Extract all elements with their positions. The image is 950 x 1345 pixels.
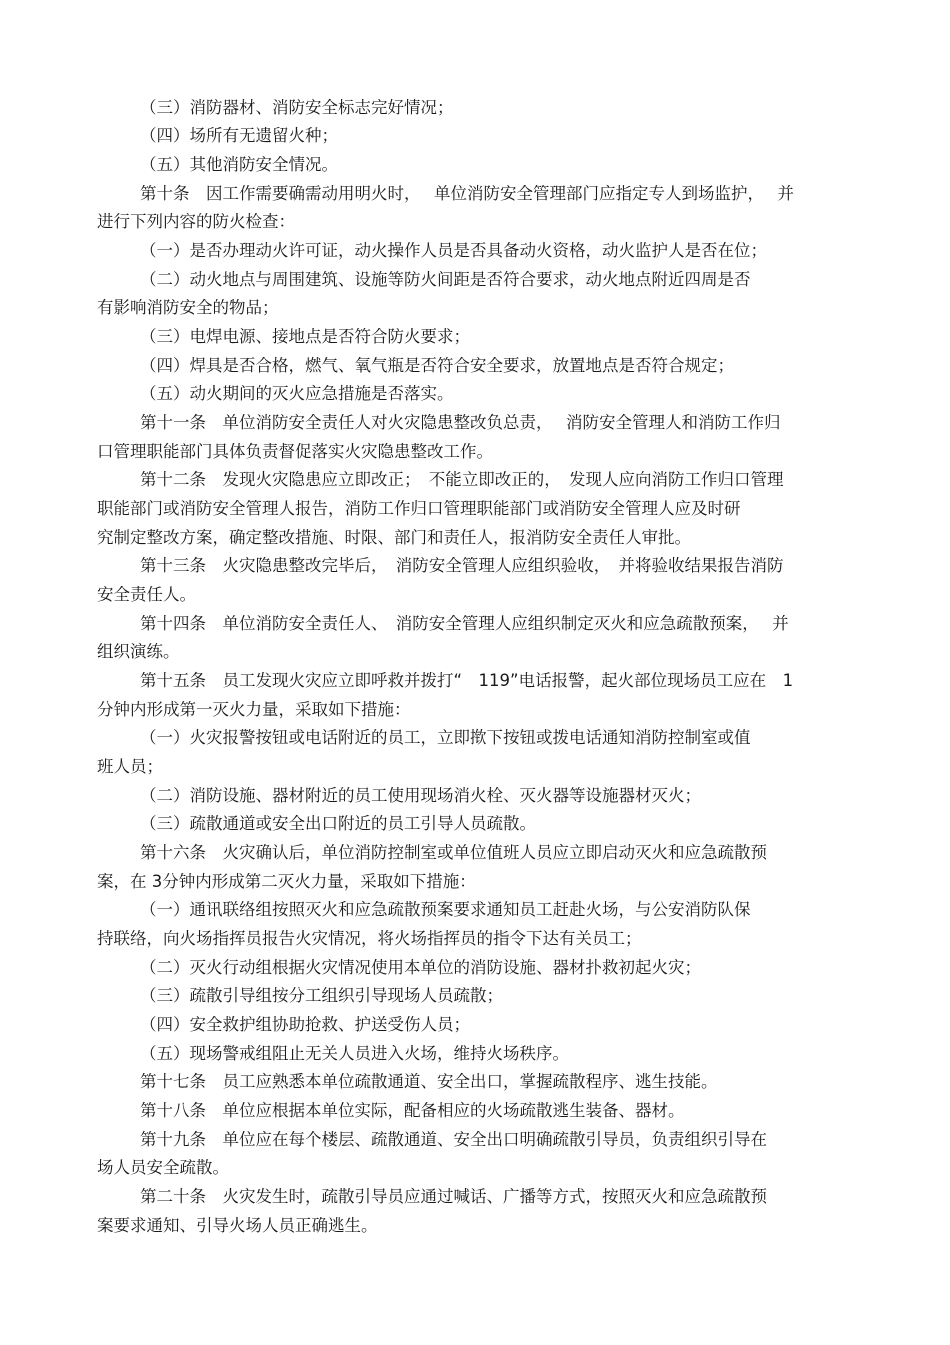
article-20-continuation: 案要求通知、引导火场人员正确逃生。 bbox=[97, 1216, 378, 1235]
clause-line: （四）场所有无遗留火种； bbox=[140, 126, 338, 145]
article-19-line: 第十九条 单位应在每个楼层、疏散通道、安全出口明确疏散引导员，负责组织引导在 bbox=[140, 1130, 767, 1149]
article-16-continuation: 案，在 3分钟内形成第二灭火力量，采取如下措施： bbox=[97, 872, 476, 891]
article-15-line: 第十五条 员工发现火灾应立即呼救并拨打“ 119”电话报警，起火部位现场员工应在 1 bbox=[140, 671, 794, 690]
article-11-line: 第十一条 单位消防安全责任人对火灾隐患整改负总责， 消防安全管理人和消防工作归 bbox=[140, 413, 781, 432]
article-15-continuation: 分钟内形成第一灭火力量，采取如下措施： bbox=[97, 700, 411, 719]
article-13-line: 第十三条 火灾隐患整改完毕后， 消防安全管理人应组织验收， 并将验收结果报告消防 bbox=[140, 556, 784, 575]
clause-line: （三）消防器材、消防安全标志完好情况； bbox=[140, 98, 454, 117]
clause-line: （四）焊具是否合格，燃气、氧气瓶是否符合安全要求，放置地点是否符合规定； bbox=[140, 356, 734, 375]
article-11-continuation: 口管理职能部门具体负责督促落实火灾隐患整改工作。 bbox=[97, 442, 493, 461]
article-18-line: 第十八条 单位应根据本单位实际，配备相应的火场疏散逃生装备、器材。 bbox=[140, 1101, 685, 1120]
article-12-continuation: 职能部门或消防安全管理人报告，消防工作归口管理职能部门或消防安全管理人应及时研 bbox=[97, 499, 741, 518]
article-17-line: 第十七条 员工应熟悉本单位疏散通道、安全出口，掌握疏散程序、逃生技能。 bbox=[140, 1072, 718, 1091]
clause-line: （五）动火期间的灭火应急措施是否落实。 bbox=[140, 384, 454, 403]
clause-continuation: 持联络，向火场指挥员报告火灾情况，将火场指挥员的指令下达有关员工； bbox=[97, 929, 642, 948]
clause-line: （三）疏散引导组按分工组织引导现场人员疏散； bbox=[140, 986, 503, 1005]
article-20-line: 第二十条 火灾发生时，疏散引导员应通过喊话、广播等方式，按照灭火和应急疏散预 bbox=[140, 1187, 767, 1206]
article-16-line: 第十六条 火灾确认后，单位消防控制室或单位值班人员应立即启动灭火和应急疏散预 bbox=[140, 843, 767, 862]
clause-continuation: 班人员； bbox=[97, 757, 163, 776]
clause-line: （二）动火地点与周围建筑、设施等防火间距是否符合要求，动火地点附近四周是否 bbox=[140, 270, 751, 289]
clause-line: （三）疏散通道或安全出口附近的员工引导人员疏散。 bbox=[140, 814, 536, 833]
article-10-line: 第十条 因工作需要确需动用明火时， 单位消防安全管理部门应指定专人到场监护， 并 bbox=[140, 184, 794, 203]
clause-line: （一）通讯联络组按照灭火和应急疏散预案要求通知员工赶赴火场，与公安消防队保 bbox=[140, 900, 751, 919]
article-14-line: 第十四条 单位消防安全责任人、 消防安全管理人应组织制定灭火和应急疏散预案， 并 bbox=[140, 614, 789, 633]
article-13-continuation: 安全责任人。 bbox=[97, 585, 196, 604]
article-14-continuation: 组织演练。 bbox=[97, 642, 180, 661]
clause-line: （五）现场警戒组阻止无关人员进入火场，维持火场秩序。 bbox=[140, 1044, 569, 1063]
article-10-continuation: 进行下列内容的防火检查： bbox=[97, 212, 295, 231]
clause-line: （二）灭火行动组根据火灾情况使用本单位的消防设施、器材扑救初起火灾； bbox=[140, 958, 701, 977]
clause-line: （五）其他消防安全情况。 bbox=[140, 155, 338, 174]
clause-line: （一）火灾报警按钮或电话附近的员工，立即揿下按钮或拨电话通知消防控制室或值 bbox=[140, 728, 751, 747]
article-12-continuation: 究制定整改方案，确定整改措施、时限、部门和责任人，报消防安全责任人审批。 bbox=[97, 528, 691, 547]
article-12-line: 第十二条 发现火灾隐患应立即改正； 不能立即改正的， 发现人应向消防工作归口管理 bbox=[140, 470, 784, 489]
clause-line: （四）安全救护组协助抢救、护送受伤人员； bbox=[140, 1015, 470, 1034]
article-19-continuation: 场人员安全疏散。 bbox=[97, 1158, 229, 1177]
clause-continuation: 有影响消防安全的物品； bbox=[97, 298, 279, 317]
clause-line: （二）消防设施、器材附近的员工使用现场消火栓、灭火器等设施器材灭火； bbox=[140, 786, 701, 805]
clause-line: （一）是否办理动火许可证，动火操作人员是否具备动火资格，动火监护人是否在位； bbox=[140, 241, 767, 260]
clause-line: （三）电焊电源、接地点是否符合防火要求； bbox=[140, 327, 470, 346]
